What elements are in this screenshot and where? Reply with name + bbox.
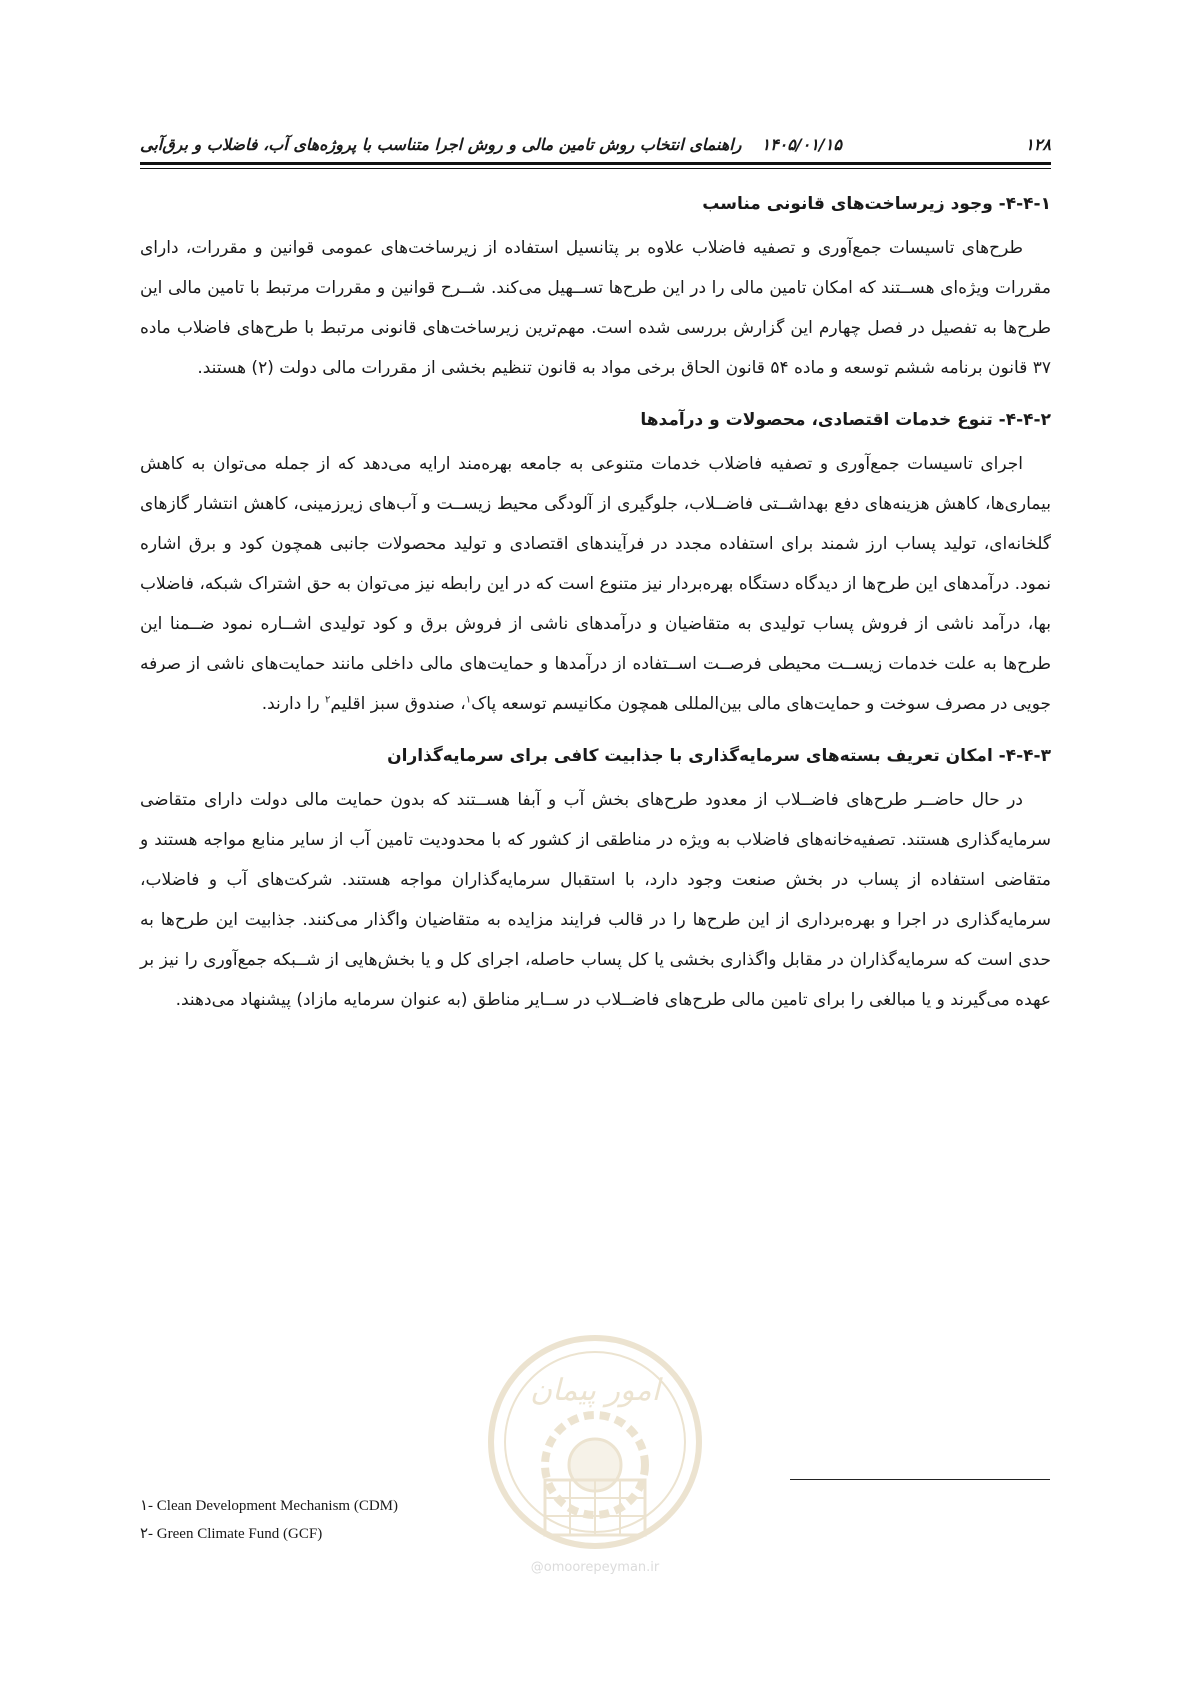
section-paragraph: طرح‌های تاسیسات جمع‌آوری و تصفیه فاضلاب علاوه بر پتانسیل استفاده از زیرساخت‌های عمومی قوانین و مقررات، دارای مقررات ویژه‌ای هســتند که امکان تامین مالی را در این طرح‌ها تســهیل می‌کند. شــرح قوانین و مقررات مرتبط با تامین مالی این طرح‌ها به تفصیل در فصل چهارم این گزارش بررسی شده است. مهم‌ترین زیرساخت‌های قانونی مرتبط با طرح‌های فاضلاب ماده ۳۷ قانون برنامه ششم توسعه و ماده ۵۴ قانون الحاق برخی مواد به قانون تنظیم بخشی از مقررات مالی دولت (۲) هستند. bbox=[140, 238, 1051, 378]
section-heading: ۴-۴-۲- تنوع خدمات اقتصادی، محصولات و درآمدها bbox=[640, 410, 1051, 430]
watermark-site: @omoorepeyman.ir bbox=[530, 1560, 660, 1575]
footnotes bbox=[140, 1492, 398, 1548]
watermark-logo bbox=[485, 1330, 705, 1580]
section-economic-diversity bbox=[140, 404, 1051, 724]
main-content bbox=[140, 188, 1051, 1036]
header-date: ۱۴۰۵/۰۱/۱۵ bbox=[761, 135, 842, 154]
header-title-group bbox=[140, 135, 842, 154]
section-heading: ۴-۴-۳- امکان تعریف بسته‌های سرمایه‌گذاری با جذابیت کافی برای سرمایه‌گذاران bbox=[387, 746, 1051, 766]
section-paragraph bbox=[140, 444, 1051, 724]
section-legal-infrastructure bbox=[140, 188, 1051, 388]
header-title: راهنمای انتخاب روش تامین مالی و روش اجرا متناسب با پروژه‌های آب، فاضلاب و برق‌آبی bbox=[140, 135, 742, 154]
paragraph-text: ، صندوق سبز اقلیم bbox=[330, 694, 466, 714]
section-investment-packages bbox=[140, 740, 1051, 1020]
footnote-ref-1[interactable]: ۱ bbox=[465, 694, 472, 706]
section-heading: ۴-۴-۱- وجود زیرساخت‌های قانونی مناسب bbox=[702, 194, 1051, 214]
watermark-logo-text: امور پیمان bbox=[530, 1373, 660, 1408]
footnote-1: ۱- Clean Development Mechanism (CDM) bbox=[140, 1498, 398, 1514]
page-number: ۱۲۸ bbox=[1025, 135, 1051, 154]
section-paragraph: در حال حاضــر طرح‌های فاضــلاب از معدود طرح‌های بخش آب و آبفا هســتند که بدون حمایت مالی دولت دارای متقاضی سرمایه‌گذاری هستند. تصفیه‌خانه‌های فاضلاب به ویژه در مناطقی از کشور که با محدودیت تامین آب از سایر منابع مواجه هستند و متقاضی استفاده از پساب در بخش صنعت وجود دارد، با استقبال سرمایه‌گذاران مواجه هستند. شرکت‌های آب و فاضلاب، سرمایه‌گذاری در اجرا و بهره‌برداری از این طرح‌ها را در قالب فرایند مزایده به متقاضیان واگذار می‌کنند. جذابیت این طرح‌ها به حدی است که سرمایه‌گذاران در مقابل واگذاری بخشی یا کل پساب حاصله، اجرای کل و یا بخش‌هایی از شــبکه جمع‌آوری را نیز بر عهده می‌گیرند و یا مبالغی را برای تامین مالی طرح‌های فاضــلاب در ســایر مناطق (به عنوان سرمایه مازاد) پیشنهاد می‌دهند. bbox=[140, 790, 1051, 1010]
watermark-seal-icon bbox=[485, 1330, 705, 1555]
paragraph-text: اجرای تاسیسات جمع‌آوری و تصفیه فاضلاب خدمات متنوعی به جامعه بهره‌مند ارایه می‌دهد که از جمله می‌توان به کاهش بیماری‌ها، کاهش هزینه‌های دفع بهداشــتی فاضــلاب، جلوگیری از آلودگی محیط زیســت و آب‌های زیرزمینی، کاهش انتشار گازهای گلخانه‌ای، تولید پساب ارز شمند برای استفاده مجدد در فرآیندهای اقتصادی و تولید محصولات جانبی همچون کود و برق اشاره نمود. درآمدهای این طرح‌ها از دیدگاه دستگاه بهره‌بردار نیز متنوع است که در این رابطه نیز می‌توان به حق اشتراک شبکه، فاضلاب بها، درآمد ناشی از فروش پساب تولیدی به متقاضیان و درآمدهای ناشی از فروش برق و کود تولیدی اشــاره نمود ضــمنا این طرح‌ها به علت خدمات زیســت محیطی فرصــت اســتفاده از درآمدها و حمایت‌های مالی داخلی مانند حمایت‌های ناشی از صرفه جویی در مصرف سوخت و حمایت‌های مالی بین‌المللی همچون مکانیسم توسعه پاک bbox=[140, 454, 1051, 714]
running-header bbox=[140, 128, 1051, 154]
footnote-2: ۲- Green Climate Fund (GCF) bbox=[140, 1526, 323, 1542]
footnote-separator bbox=[790, 1479, 1050, 1480]
header-double-rule bbox=[140, 162, 1051, 169]
footnote-ref-2[interactable]: ۲ bbox=[325, 694, 331, 706]
paragraph-text: را دارند. bbox=[261, 694, 326, 714]
